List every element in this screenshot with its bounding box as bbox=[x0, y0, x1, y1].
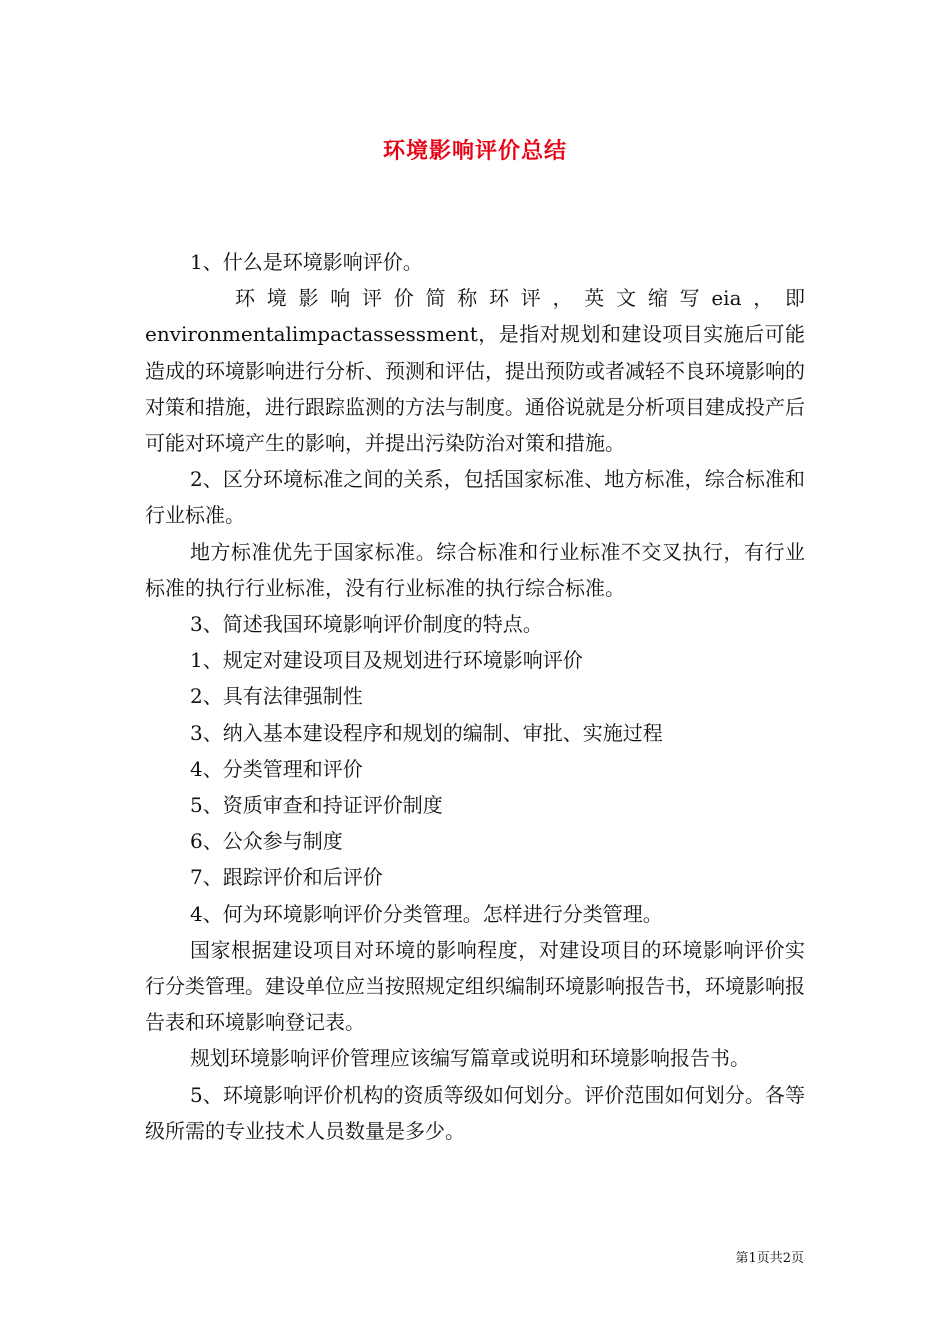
list-item: 7、跟踪评价和后评价 bbox=[190, 865, 383, 890]
paragraph: 国家根据建设项目对环境的影响程度，对建设项目的环境影响评价实行分类管理。建设单位应当按照规定组织编制环境影响报告书，环境影响报告表和环境影响登记表。 bbox=[145, 937, 805, 1035]
paragraph: 规划环境影响评价管理应该编写篇章或说明和环境影响报告书。 bbox=[190, 1046, 750, 1071]
list-item: 4、分类管理和评价 bbox=[190, 756, 363, 781]
document-body bbox=[145, 244, 805, 1149]
paragraph: 3、简述我国环境影响评价制度的特点。 bbox=[190, 612, 543, 637]
paragraph: 2、区分环境标准之间的关系，包括国家标准、地方标准，综合标准和行业标准。 bbox=[145, 467, 805, 528]
paragraph: 环境影响评价简称环评，英文缩写eia，即environmentalimpactassessment，是指对规划和建设项目实施后可能造成的环境影响进行分析、预测和评估，提出预防或者减轻不良环境影响的对策和措施，进行跟踪监测的方法与制度。通俗说就是分析项目建成投产后可能对环境产生的影响，并提出污染防治对策和措施。 bbox=[145, 286, 805, 456]
list-item: 3、纳入基本建设程序和规划的编制、审批、实施过程 bbox=[190, 720, 663, 745]
list-item: 5、资质审查和持证评价制度 bbox=[190, 793, 443, 818]
list-item: 1、规定对建设项目及规划进行环境影响评价 bbox=[190, 648, 583, 673]
list-item: 6、公众参与制度 bbox=[190, 829, 343, 854]
paragraph: 地方标准优先于国家标准。综合标准和行业标准不交叉执行，有行业标准的执行行业标准，没有行业标准的执行综合标准。 bbox=[145, 539, 805, 600]
paragraph: 5、环境影响评价机构的资质等级如何划分。评价范围如何划分。各等级所需的专业技术人员数量是多少。 bbox=[145, 1082, 805, 1143]
page-number: 第1页共2页 bbox=[735, 1251, 804, 1266]
document-title: 环境影响评价总结 bbox=[382, 138, 567, 164]
paragraph: 4、何为环境影响评价分类管理。怎样进行分类管理。 bbox=[190, 901, 663, 926]
list-item: 2、具有法律强制性 bbox=[190, 684, 363, 709]
paragraph: 1、什么是环境影响评价。 bbox=[190, 250, 423, 274]
